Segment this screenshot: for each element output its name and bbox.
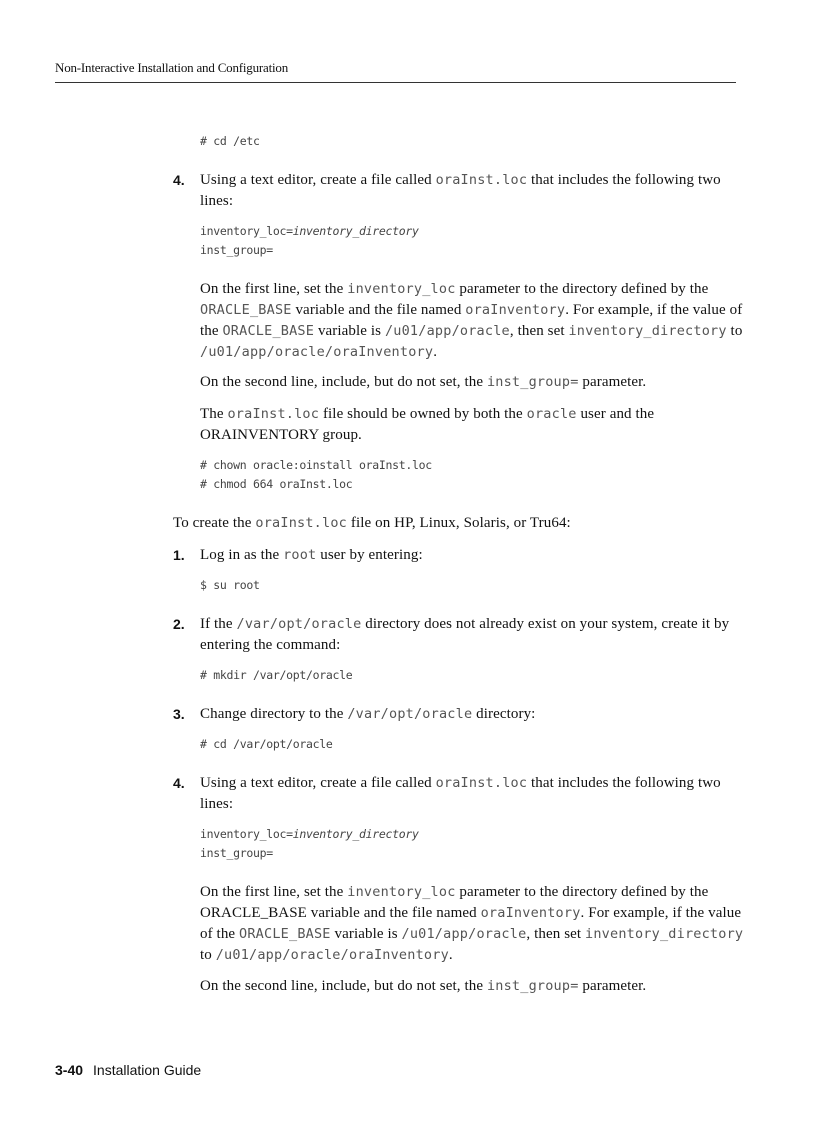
step-text: If the /var/opt/oracle directory does not already exist on your system, create it by entering the command: xyxy=(200,616,730,653)
step-number: 4. xyxy=(173,775,185,791)
step-text: Using a text editor, create a file called oraInst.loc that includes the following two lines: xyxy=(200,775,721,812)
step-text: Using a text editor, create a file called oraInst.loc that includes the following two lines: xyxy=(200,172,721,209)
page-number: 3-40 xyxy=(55,1062,84,1078)
paragraph-ownership: The oraInst.loc file should be owned by both the oracle user and the ORAINVENTORY group. xyxy=(200,406,655,443)
step-text: Change directory to the /var/opt/oracle directory: xyxy=(200,706,536,722)
intro-paragraph: To create the oraInst.loc file on HP, Linux, Solaris, or Tru64: xyxy=(173,515,571,531)
book-title: Installation Guide xyxy=(93,1062,202,1078)
paragraph-first-line: On the first line, set the inventory_loc parameter to the directory defined by the ORACLE_BASE variable and the file named oraInventory. For example, if the value of the ORACLE_BASE variable is /u01/app/oracle, then set inventory_directory to /u01/app/oracle/oraInventory. xyxy=(200,884,744,963)
code-cd-var-opt: # cd /var/opt/oracle xyxy=(200,737,333,751)
code-block-chown-chmod: # chown oracle:oinstall oraInst.loc # chmod 664 oraInst.loc xyxy=(200,458,432,491)
paragraph-first-line: On the first line, set the inventory_loc parameter to the directory defined by the ORACLE_BASE variable and the file named oraInventory. For example, if the value of the ORACLE_BASE variable is /u01/app/oracle, then set inventory_directory to /u01/app/oracle/oraInventory. xyxy=(200,281,743,360)
running-header: Non-Interactive Installation and Configuration xyxy=(55,60,736,83)
paragraph-second-line: On the second line, include, but do not set, the inst_group= parameter. xyxy=(200,978,647,994)
step-number: 2. xyxy=(173,616,185,632)
code-cd-etc: # cd /etc xyxy=(200,134,260,148)
code-block-inventory: inventory_loc=inventory_directory inst_group= xyxy=(200,827,419,860)
step-number: 3. xyxy=(173,706,185,722)
step-text: Log in as the root user by entering: xyxy=(200,547,423,563)
paragraph-second-line: On the second line, include, but do not set, the inst_group= parameter. xyxy=(200,374,647,390)
page-footer xyxy=(55,1062,201,1078)
code-mkdir: # mkdir /var/opt/oracle xyxy=(200,668,353,682)
step-number: 4. xyxy=(173,172,185,188)
code-su-root: $ su root xyxy=(200,578,260,592)
code-block-inventory: inventory_loc=inventory_directory inst_group= xyxy=(200,224,419,257)
step-number: 1. xyxy=(173,547,185,563)
